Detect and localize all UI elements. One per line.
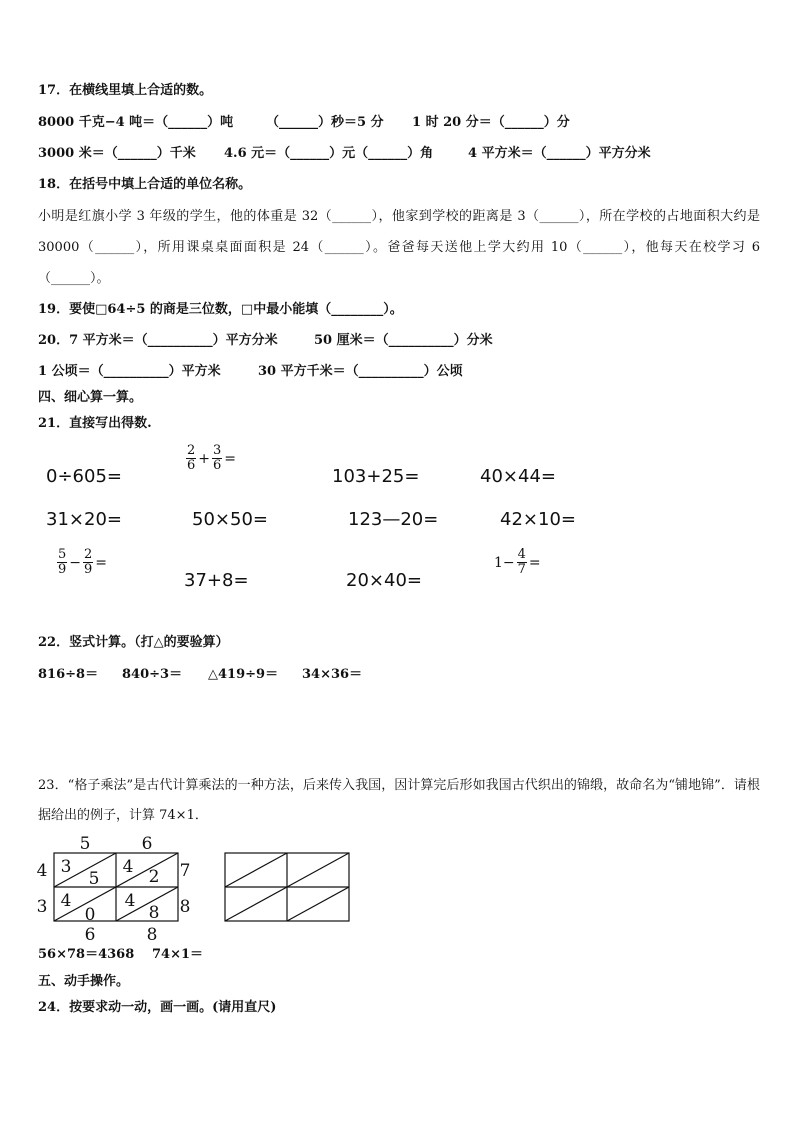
q22-item: 34×36＝	[302, 667, 363, 682]
fraction	[83, 548, 93, 577]
q22-item: 816÷8＝	[38, 667, 99, 682]
cell-digit: 3	[60, 857, 72, 877]
denominator: 6	[213, 458, 222, 473]
numerator: 2	[187, 443, 196, 458]
top-digit: 5	[79, 834, 91, 854]
left-digit: 4	[36, 861, 48, 881]
diagonal	[287, 887, 349, 921]
blank-grid	[225, 853, 349, 921]
q21-calc: 20×40=	[346, 570, 422, 591]
q21-calc: 40×44=	[480, 466, 556, 487]
fraction	[517, 548, 527, 577]
q22-item: 840÷3＝	[122, 667, 183, 682]
q20-line1-a: 20．7 平方米＝（__________）平方分米	[38, 333, 278, 348]
q19-text: 19．要使□64÷5 的商是三位数，□中最小能填（________）。	[38, 302, 403, 317]
equals: =	[528, 554, 541, 571]
q20-line2-b: 30 平方千米＝（__________）公顷	[258, 364, 463, 379]
q22-title: 22．竖式计算。（打△的要验算）	[38, 635, 229, 650]
q20-line2-a: 1 公顷＝（__________）平方米	[38, 364, 221, 379]
equals: =	[95, 554, 108, 571]
left-digit: 3	[36, 897, 48, 917]
q17-line1-a: 8000 千克−4 吨＝（______）吨	[38, 115, 234, 130]
q21-frac-expr-2	[57, 548, 107, 577]
q17-line2-c: 4 平方米＝（______）平方分米	[468, 146, 651, 161]
q17-line2-b: 4.6 元＝（______）元（______）角	[224, 146, 434, 161]
cell-digit: 5	[88, 869, 100, 889]
diagonal	[225, 853, 287, 887]
q17-line1-b: （______）秒＝5 分	[266, 115, 384, 130]
bottom-digit: 8	[146, 925, 158, 945]
numerator: 4	[517, 547, 526, 562]
section5-title: 五、动手操作。	[38, 974, 130, 989]
q20-line1-b: 50 厘米＝（__________）分米	[314, 333, 493, 348]
q21-calc: 31×20=	[46, 509, 122, 530]
cell-digit: 4	[124, 891, 136, 911]
cell-digit: 0	[84, 905, 96, 925]
q23-result-example: 56×78＝4368	[38, 947, 135, 962]
q21-calc: 123—20=	[348, 509, 439, 530]
diagonal	[287, 853, 349, 887]
operator: −	[69, 554, 82, 571]
denominator: 9	[58, 562, 67, 577]
q23-result-answer: 74×1＝	[152, 947, 204, 962]
lattice-figure	[32, 832, 362, 948]
q21-calc: 103+25=	[332, 466, 420, 487]
q21-calc: 50×50=	[192, 509, 268, 530]
bottom-digit: 6	[84, 925, 96, 945]
q21-calc: 37+8=	[184, 570, 249, 591]
equals: =	[224, 450, 237, 467]
q17-line2-a: 3000 米＝（______）千米	[38, 146, 196, 161]
fraction	[186, 444, 196, 473]
cell-digit: 2	[148, 867, 160, 887]
q17-title: 17．在横线里填上合适的数。	[38, 83, 213, 98]
q24-text: 24．按要求动一动，画一画。(请用直尺)	[38, 1000, 277, 1015]
q17-line1-c: 1 时 20 分＝（______）分	[412, 115, 570, 130]
diagonal	[225, 887, 287, 921]
q21-calc: 42×10=	[500, 509, 576, 530]
q23-text: 23．“格子乘法”是古代计算乘法的一种方法，后来传入我国，因计算完后形如我国古代织出的锦缎，故命名为“铺地锦”．请根据给出的例子，计算 74×1．	[38, 778, 760, 823]
q22-item: △419÷9＝	[208, 667, 279, 682]
denominator: 6	[187, 458, 196, 473]
fraction	[57, 548, 67, 577]
cell-digit: 4	[122, 857, 134, 877]
q18-title: 18．在括号中填上合适的单位名称。	[38, 177, 252, 192]
q21-frac-expr-3	[494, 548, 541, 577]
numerator: 3	[213, 443, 222, 458]
operand: 1−	[494, 554, 515, 571]
section4-title: 四、细心算一算。	[38, 390, 143, 405]
right-digit: 7	[179, 861, 191, 881]
denominator: 7	[517, 562, 526, 577]
fraction	[212, 444, 222, 473]
q21-frac-expr-1	[186, 444, 236, 473]
right-digit: 8	[179, 897, 191, 917]
q21-calc: 0÷605=	[46, 466, 122, 487]
cell-digit: 4	[60, 891, 72, 911]
q21-title: 21．直接写出得数.	[38, 416, 152, 431]
top-digit: 6	[141, 834, 153, 854]
q18-text: 小明是红旗小学 3 年级的学生，他的体重是 32（______），他家到学校的距离是 3（______），所在学校的占地面积大约是 30000（______），所用课桌桌面面积是 24（______）。爸爸每天送他上学大约用 10（______），他每天在校学习 6（______）。	[38, 209, 760, 286]
operator: +	[198, 450, 211, 467]
cell-digit: 8	[148, 903, 160, 923]
numerator: 2	[84, 547, 93, 562]
numerator: 5	[58, 547, 67, 562]
denominator: 9	[84, 562, 93, 577]
